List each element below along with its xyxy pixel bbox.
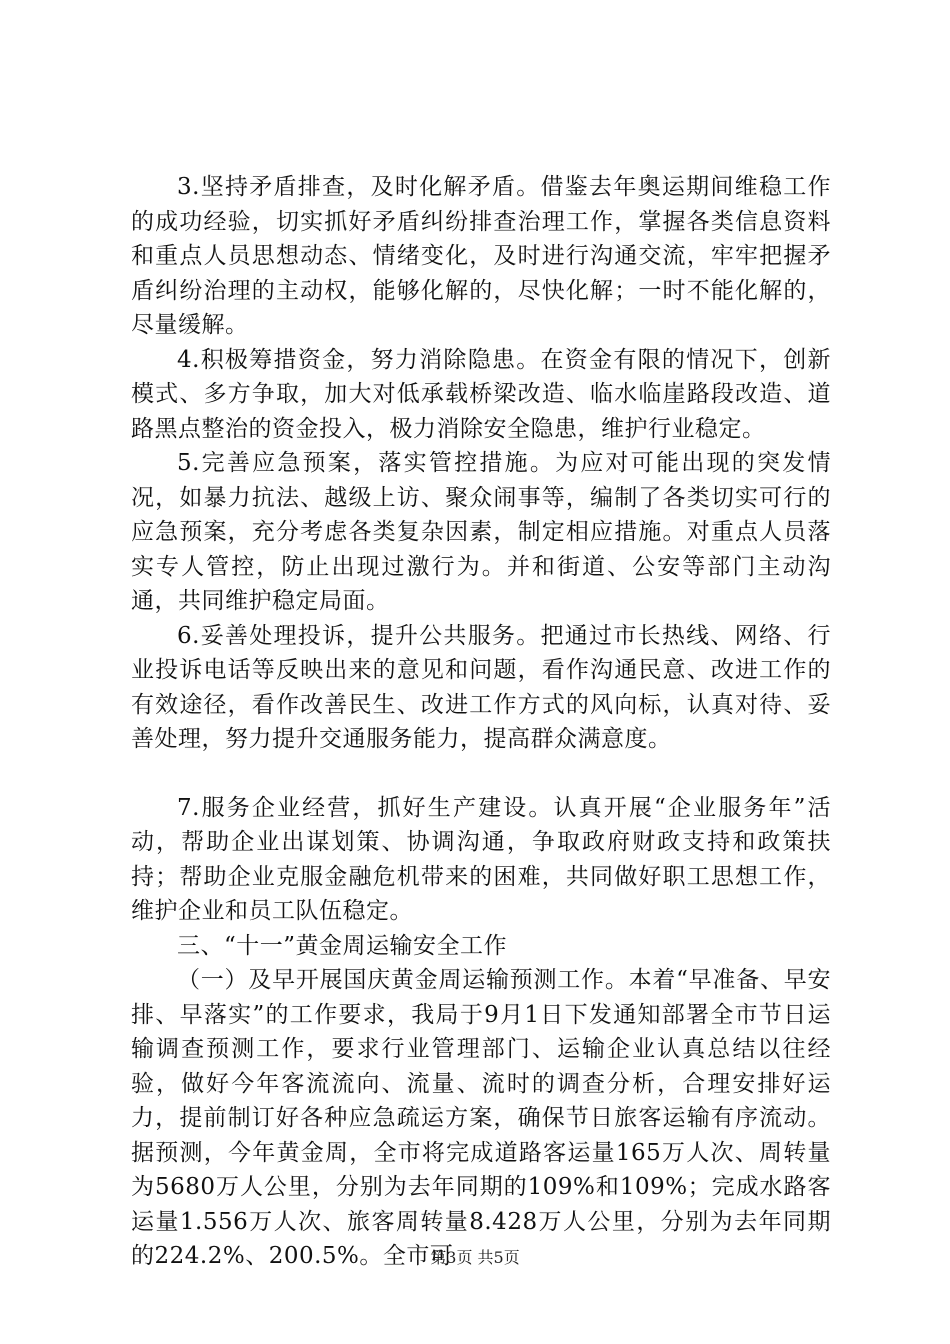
paragraph-item-4: 4.积极筹措资金，努力消除隐患。在资金有限的情况下，创新模式、多方争取，加大对低承载桥梁改造、临水临崖路段改造、道路黑点整治的资金投入，极力消除安全隐患，维护行业稳定。: [131, 346, 831, 442]
paragraph-item-6: 6.妥善处理投诉，提升公共服务。把通过市长热线、网络、行业投诉电话等反映出来的意见和问题，看作沟通民意、改进工作的有效途径，看作改善民生、改进工作方式的风向标，认真对待、妥善处理，努力提升交通服务能力，提高群众满意度。: [131, 622, 831, 752]
paragraph-item-5: 5.完善应急预案，落实管控措施。为应对可能出现的突发情况，如暴力抗法、越级上访、聚众闹事等，编制了各类切实可行的应急预案，充分考虑各类复杂因素，制定相应措施。对重点人员落实专人管控，防止出现过激行为。并和街道、公安等部门主动沟通，共同维护稳定局面。: [131, 450, 831, 614]
section-heading: 三、“十一”黄金周运输安全工作: [177, 932, 508, 959]
paragraph-spacer: [131, 757, 831, 791]
paragraph-item-3: 3.坚持矛盾排查，及时化解矛盾。借鉴去年奥运期间维稳工作的成功经验，切实抓好矛盾纠纷排查治理工作，掌握各类信息资料和重点人员思想动态、情绪变化，及时进行沟通交流，牢牢把握矛盾纠纷治理的主动权，能够化解的，尽快化解；一时不能化解的，尽量缓解。: [131, 174, 831, 338]
page-number-footer: 第3页 共5页: [430, 1248, 520, 1267]
document-body: [131, 170, 831, 1274]
paragraph-golden-week-forecast: （一）及早开展国庆黄金周运输预测工作。本着“早准备、早安排、早落实”的工作要求，我局于9月1日下发通知部署全市节日运输调查预测工作，要求行业管理部门、运输企业认真总结以往经验，做好今年客流流向、流量、流时的调查分析，合理安排好运力，提前制订好各种应急疏运方案，确保节日旅客运输有序流动。据预测，今年黄金周，全市将完成道路客运量165万人次、周转量为5680万人公里，分别为去年同期的109%和109%；完成水路客运量1.556万人次、旅客周转量8.428万人公里，分别为去年同期的224.2%、200.5%。全市可: [131, 967, 831, 1269]
paragraph-item-7: 7.服务企业经营，抓好生产建设。认真开展“企业服务年”活动，帮助企业出谋划策、协调沟通，争取政府财政支持和政策扶持；帮助企业克服金融危机带来的困难，共同做好职工思想工作，维护企业和员工队伍稳定。: [131, 794, 831, 924]
